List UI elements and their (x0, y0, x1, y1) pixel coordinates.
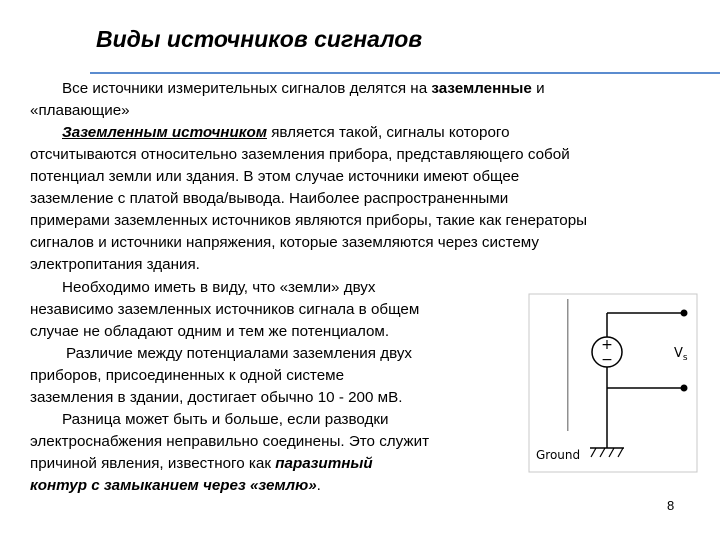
paragraph-grounded-sources (30, 78, 690, 276)
minus-sign: − (601, 352, 613, 368)
text-line: заземление с платой ввода/вывода. Наиболее распространенными (30, 190, 509, 207)
page-number: 8 (667, 498, 675, 513)
text-span: Разница может быть и больше, если разводки (62, 411, 389, 428)
term-ground-loop: паразитный (275, 455, 373, 472)
text-line: случае не обладают одним и тем же потенциалом. (30, 323, 390, 340)
text-span: причиной явления, известного как (30, 455, 276, 472)
text-span: Необходимо иметь в виду, что «земли» двух (62, 279, 376, 296)
term-grounded: заземленные (431, 80, 532, 97)
text-line (30, 343, 510, 365)
text-line: сигналов и источники напряжения, которые заземляются через систему (30, 234, 540, 251)
slide-title: Виды источников сигналов (96, 26, 423, 52)
text-line: заземления в здании, достигает обычно 10 - 200 мВ. (30, 389, 403, 406)
text-line (30, 453, 510, 475)
text-line (30, 409, 510, 431)
vs-label: $V_s$ (674, 346, 688, 363)
paragraph-ground-loop (30, 277, 510, 497)
text-line: примерами заземленных источников являются приборы, такие как генераторы (30, 212, 588, 229)
terminal-positive (681, 310, 688, 317)
text-span: Различие между потенциалами заземления двух (66, 345, 413, 362)
text-line (30, 78, 690, 100)
text-line: приборов, присоединенных к одной системе (30, 367, 345, 384)
text-line: независимо заземленных источников сигнала в общем (30, 301, 420, 318)
text-span: и (531, 80, 545, 97)
grounded-source-diagram (528, 293, 698, 473)
ground-label: Ground (536, 448, 581, 462)
term-ground-loop: контур с замыканием через «землю» (30, 477, 317, 494)
title-underline (90, 72, 720, 74)
plus-sign: + (601, 337, 613, 353)
text-span: Все источники измерительных сигналов делятся на (62, 80, 432, 97)
text-line: отсчитываются относительно заземления прибора, представляющего собой (30, 146, 570, 163)
term-floating: «плавающие» (30, 102, 130, 119)
text-line: потенциал земли или здания. В этом случае источники имеют общее (30, 168, 520, 185)
diagram-frame (529, 294, 697, 472)
text-line: электроснабжения неправильно соединены. Это служит (30, 433, 430, 450)
text-line: электропитания здания. (30, 256, 200, 273)
text-span: . (316, 477, 321, 494)
text-span: является такой, сигналы которого (266, 124, 510, 141)
ground-wire (567, 299, 569, 431)
term-grounded-source: Заземленным источником (62, 124, 267, 141)
text-line (30, 122, 690, 144)
text-line (30, 277, 510, 299)
text-line (30, 475, 510, 497)
terminal-negative (681, 385, 688, 392)
